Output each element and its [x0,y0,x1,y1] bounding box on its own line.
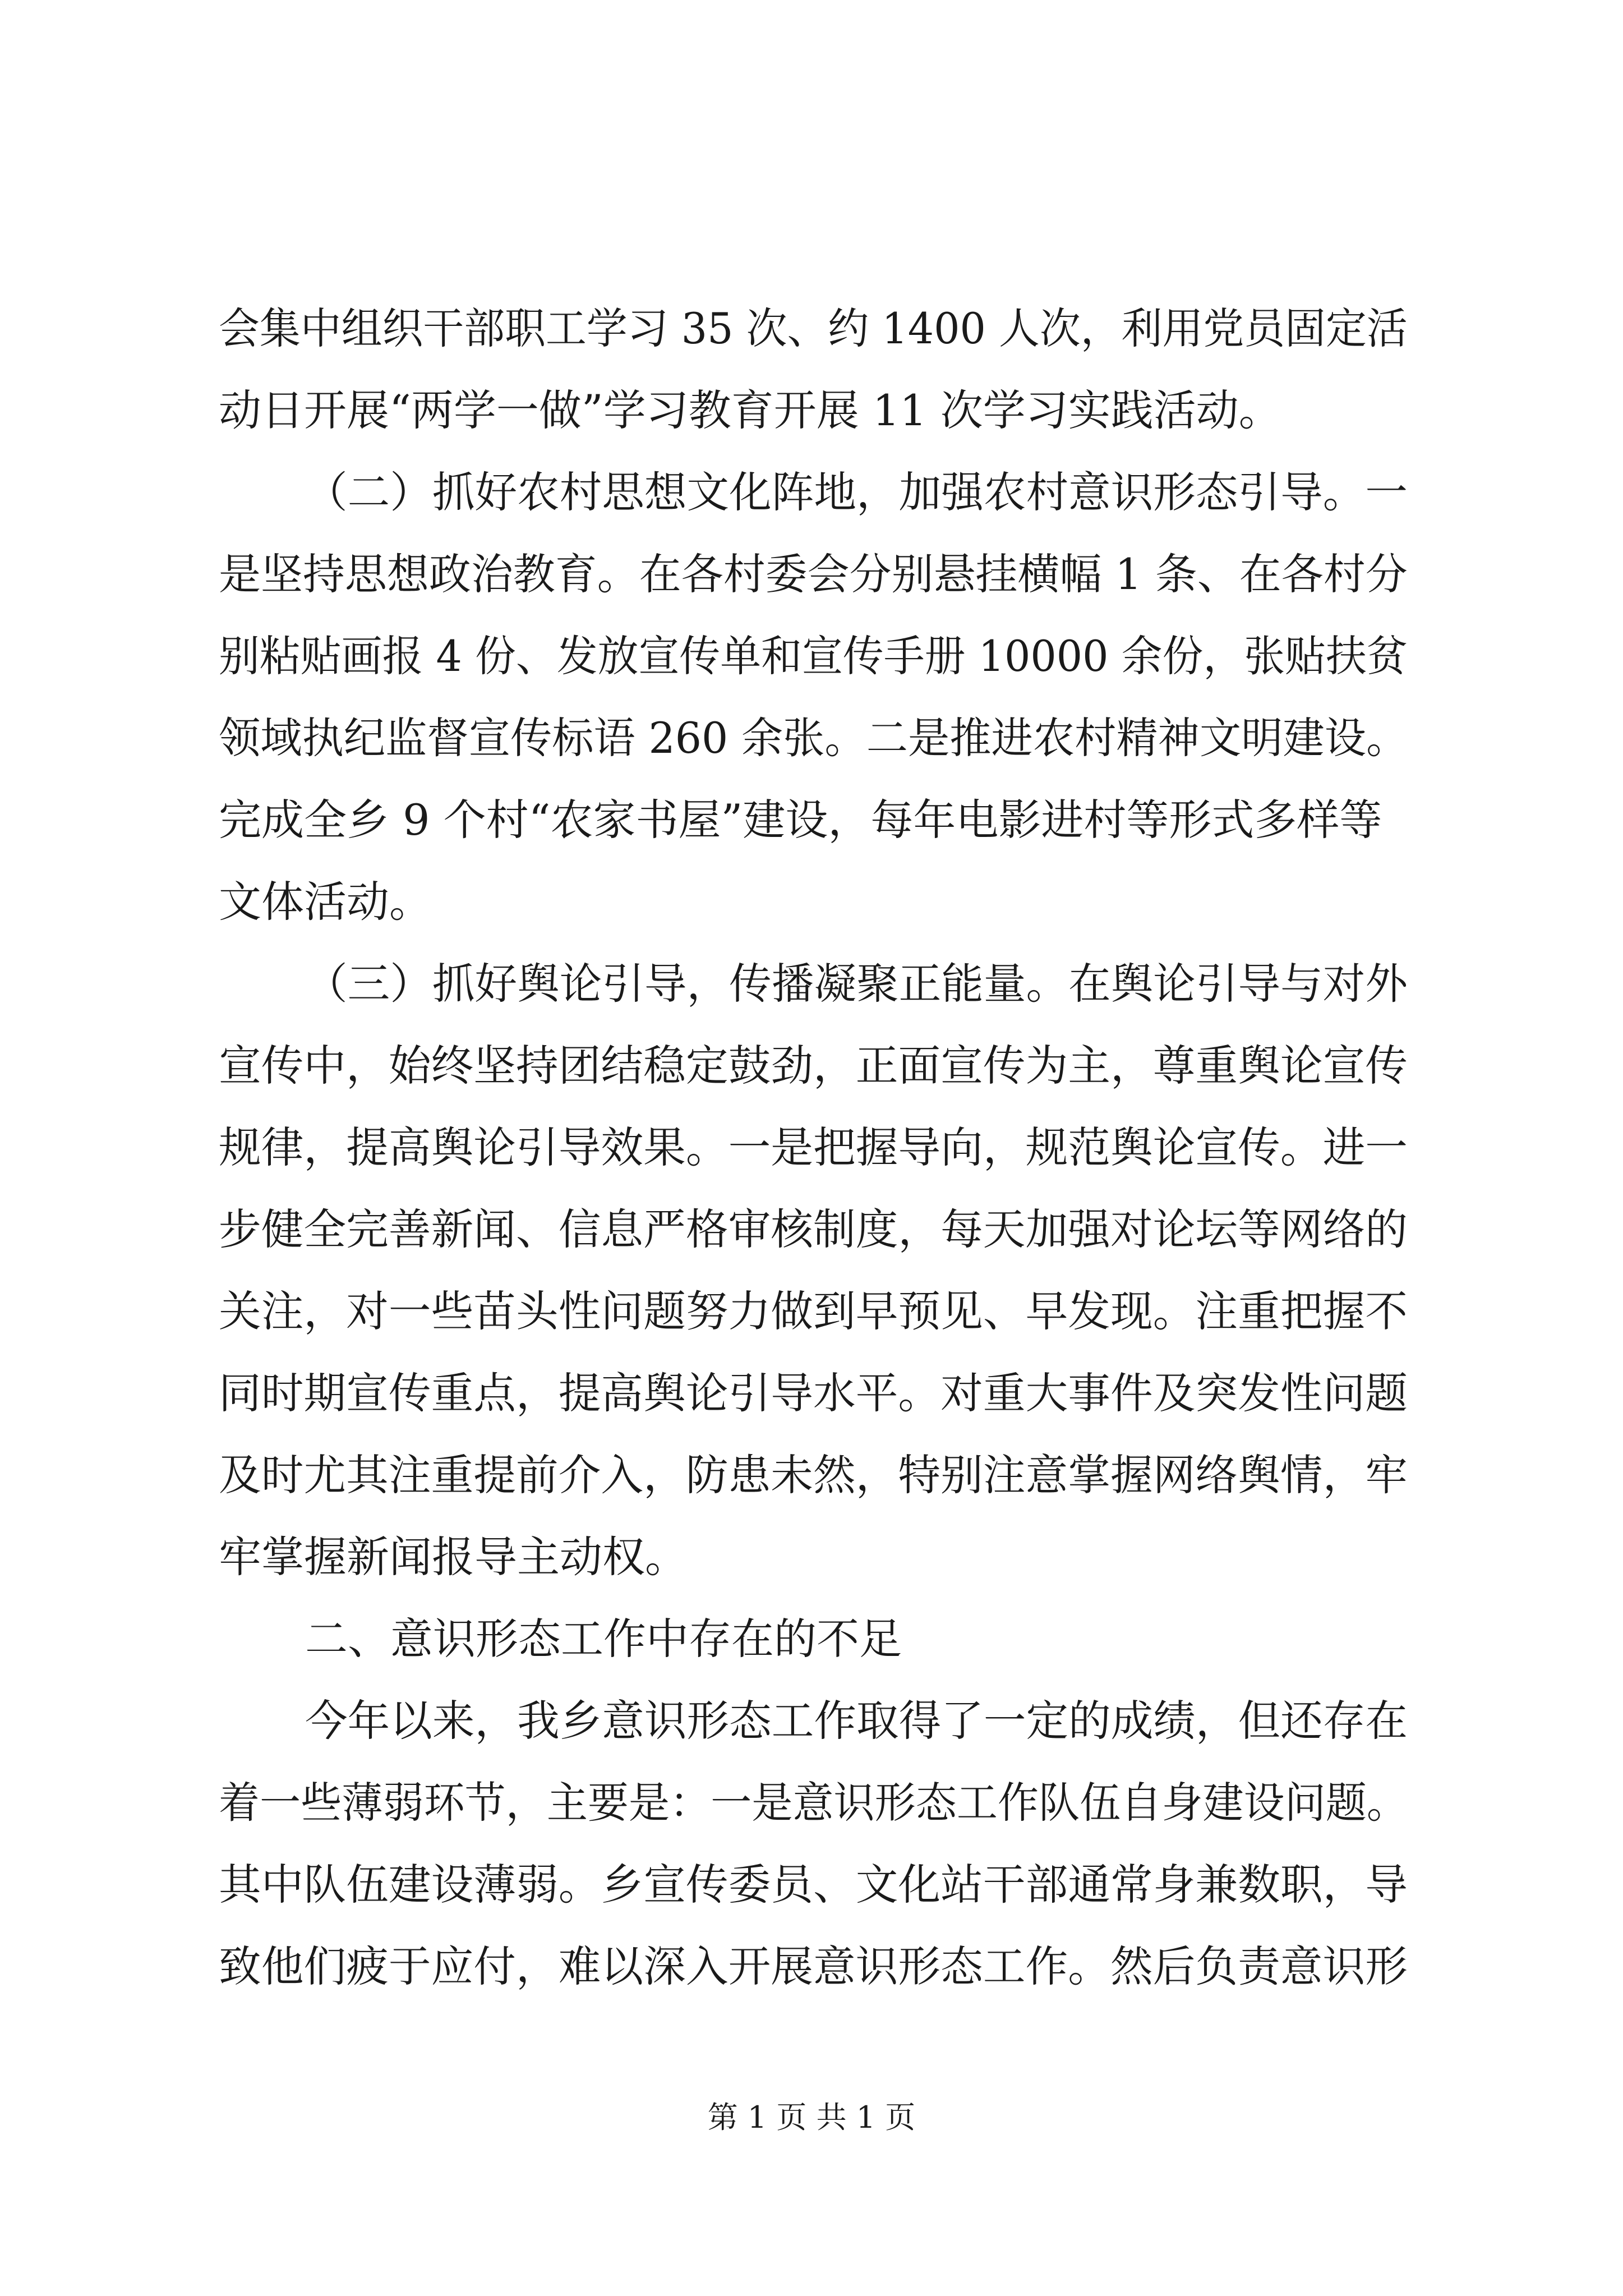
page-footer: 第 1 页 共 1 页 [707,2100,916,2135]
text-line: 宣传中，始终坚持团结稳定鼓劲，正面宣传为主，尊重舆论宣传 [219,1041,1408,1091]
text-line: 是坚持思想政治教育。在各村委会分别悬挂横幅 1 条、在各村分 [219,549,1408,599]
text-line: 规律，提高舆论引导效果。一是把握导向，规范舆论宣传。进一 [219,1122,1408,1172]
text-line: 步健全完善新闻、信息严格审核制度，每天加强对论坛等网络的 [219,1204,1408,1254]
text-line: （三）抓好舆论引导，传播凝聚正能量。在舆论引导与对外 [305,959,1408,1009]
text-line: 牢掌握新闻报导主动权。 [219,1532,688,1582]
text-line: 别粘贴画报 4 份、发放宣传单和宣传手册 10000 余份，张贴扶贫 [219,631,1408,681]
text-line: 其中队伍建设薄弱。乡宣传委员、文化站干部通常身兼数职，导 [219,1860,1408,1910]
text-line: 会集中组织干部职工学习 35 次、约 1400 人次，利用党员固定活 [219,303,1408,353]
section-heading: 二、意识形态工作中存在的不足 [305,1614,902,1664]
text-line: 完成全乡 9 个村“农家书屋”建设，每年电影进村等形式多样等 [219,795,1382,845]
text-line: 文体活动。 [219,877,432,927]
text-line: 今年以来，我乡意识形态工作取得了一定的成绩，但还存在 [305,1696,1408,1746]
text-line: 动日开展“两学一做”学习教育开展 11 次学习实践活动。 [219,385,1281,435]
text-line: 关注，对一些苗头性问题努力做到早预见、早发现。注重把握不 [219,1286,1408,1336]
text-line: 及时尤其注重提前介入，防患未然，特别注意掌握网络舆情，牢 [219,1450,1408,1500]
text-line: 着一些薄弱环节，主要是：一是意识形态工作队伍自身建设问题。 [219,1778,1408,1828]
text-line: 领域执纪监督宣传标语 260 余张。二是推进农村精神文明建设。 [219,713,1408,763]
text-line: 同时期宣传重点，提高舆论引导水平。对重大事件及突发性问题 [219,1368,1408,1418]
text-line: （二）抓好农村思想文化阵地，加强农村意识形态引导。一 [305,467,1408,517]
text-line: 致他们疲于应付，难以深入开展意识形态工作。然后负责意识形 [219,1941,1408,1991]
